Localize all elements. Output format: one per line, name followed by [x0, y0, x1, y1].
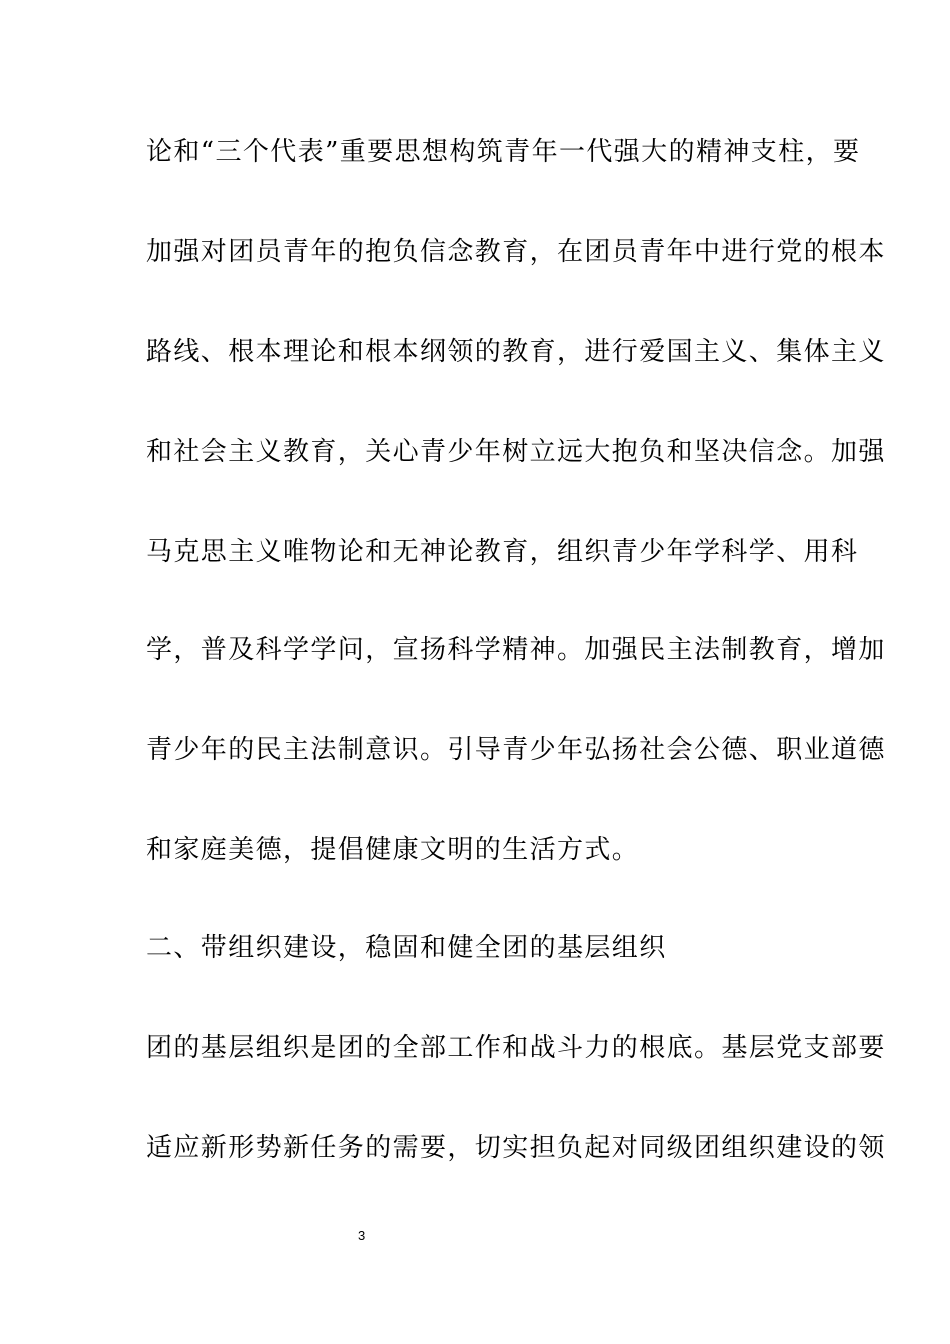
- body-text-line-10: 适应新形势新任务的需要，切实担负起对同级团组织建设的领: [146, 1133, 886, 1163]
- page-number: 3: [358, 1228, 366, 1243]
- body-text-line-2: 加强对团员青年的抱负信念教育，在团员青年中进行党的根本: [146, 237, 886, 267]
- body-text-line-1: 论和“三个代表”重要思想构筑青年一代强大的精神支柱，要: [146, 137, 861, 167]
- body-text-line-6: 学，普及科学学问，宣扬科学精神。加强民主法制教育，增加: [146, 635, 886, 665]
- body-text-line-9: 团的基层组织是团的全部工作和战斗力的根底。基层党支部要: [146, 1033, 886, 1063]
- body-text-line-7: 青少年的民主法制意识。引导青少年弘扬社会公德、职业道德: [146, 735, 886, 765]
- body-text-line-8: 和家庭美德，提倡健康文明的生活方式。: [146, 835, 640, 865]
- body-text-line-3: 路线、根本理论和根本纲领的教育，进行爱国主义、集体主义: [146, 337, 886, 367]
- body-text-line-5: 马克思主义唯物论和无神论教育，组织青少年学科学、用科: [146, 537, 859, 567]
- body-text-line-4: 和社会主义教育，关心青少年树立远大抱负和坚决信念。加强: [146, 437, 886, 467]
- section-heading: 二、带组织建设，稳固和健全团的基层组织: [146, 933, 667, 963]
